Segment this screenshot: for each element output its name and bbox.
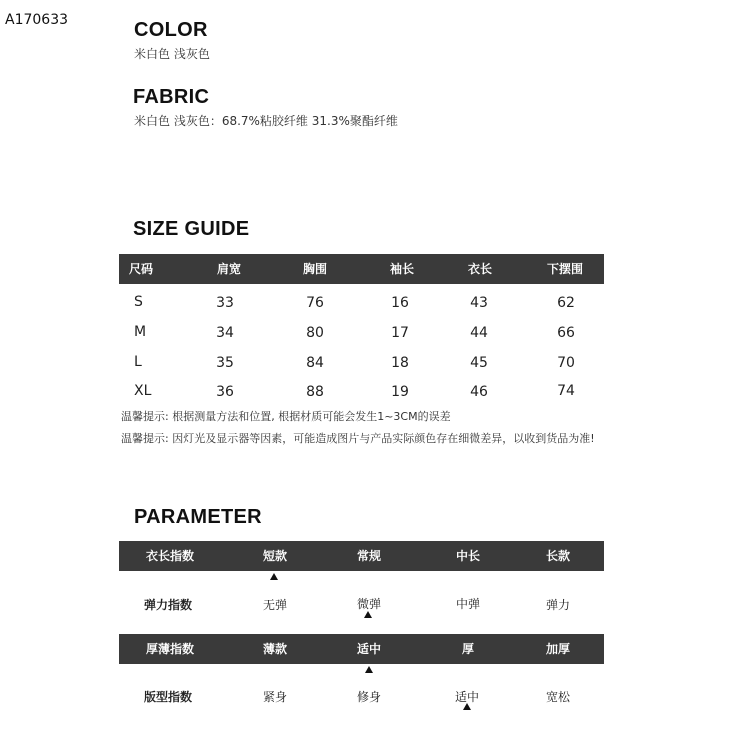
size-cell: M (134, 324, 147, 340)
length-index-bar (119, 541, 604, 571)
size-cell: 76 (306, 295, 324, 311)
fabric-value: 米白色 浅灰色：68.7%粘胶纤维 31.3%聚酯纤维 (134, 114, 398, 128)
size-cell: 74 (557, 383, 575, 399)
size-cell: 43 (470, 295, 488, 311)
size-header-shoulder: 肩宽 (216, 262, 242, 276)
length-option: 常规 (356, 549, 382, 563)
thickness-option: 适中 (356, 642, 382, 656)
size-cell: 45 (470, 355, 488, 371)
size-cell: 70 (557, 355, 575, 371)
product-code: A170633 (5, 12, 69, 28)
size-header-hem: 下摆围 (546, 262, 584, 276)
size-cell: 33 (216, 295, 234, 311)
length-index-label: 衣长指数 (146, 549, 195, 563)
size-cell: 80 (306, 325, 324, 341)
color-value: 米白色 浅灰色 (134, 47, 210, 61)
size-note-measurement: 温馨提示: 根据测量方法和位置, 根据材质可能会发生1~3CM的误差 (121, 410, 451, 423)
size-cell: 46 (470, 384, 488, 400)
fit-option: 紧身 (262, 690, 288, 704)
size-cell: 18 (391, 355, 409, 371)
fit-selected-marker-icon (463, 703, 471, 710)
elasticity-option: 无弹 (262, 598, 288, 612)
size-cell: XL (134, 383, 152, 399)
length-option: 中长 (455, 549, 481, 563)
color-heading: COLOR (134, 19, 208, 41)
parameter-heading: PARAMETER (134, 506, 262, 528)
size-header-length: 衣长 (467, 262, 493, 276)
thickness-index-bar (119, 634, 604, 664)
size-cell: 34 (216, 325, 234, 341)
size-table-header (119, 254, 604, 284)
thickness-index-label: 厚薄指数 (146, 642, 195, 656)
fabric-heading: FABRIC (133, 86, 210, 108)
fit-option: 适中 (454, 690, 480, 704)
size-cell: 62 (557, 295, 575, 311)
size-cell: 84 (306, 355, 324, 371)
size-cell: 36 (216, 384, 234, 400)
length-option: 长款 (545, 549, 571, 563)
thickness-option: 薄款 (262, 642, 288, 656)
elasticity-index-label: 弹力指数 (144, 598, 193, 612)
size-cell: L (134, 354, 142, 370)
size-cell: 35 (216, 355, 234, 371)
size-header-size: 尺码 (129, 262, 154, 276)
size-header-sleeve: 袖长 (389, 262, 415, 276)
size-cell: 19 (391, 384, 409, 400)
fit-option: 修身 (356, 690, 382, 704)
size-guide-heading: SIZE GUIDE (133, 218, 250, 240)
size-cell: 66 (557, 325, 575, 341)
size-note-color: 温馨提示: 因灯光及显示器等因素，可能造成图片与产品实际颜色存在细微差异，以收到货品为准! (121, 432, 595, 445)
thickness-option: 厚 (461, 642, 475, 656)
size-cell: 17 (391, 325, 409, 341)
fit-option: 宽松 (545, 690, 571, 704)
elasticity-option: 中弹 (455, 597, 481, 611)
size-header-chest: 胸围 (302, 262, 328, 276)
elasticity-selected-marker-icon (364, 611, 372, 618)
elasticity-option: 微弹 (356, 597, 382, 611)
size-cell: 88 (306, 384, 324, 400)
size-cell: 44 (470, 325, 488, 341)
length-selected-marker-icon (270, 573, 278, 580)
elasticity-option: 弹力 (545, 598, 571, 612)
size-cell: 16 (391, 295, 409, 311)
length-option: 短款 (262, 549, 288, 563)
thickness-option: 加厚 (545, 642, 571, 656)
thickness-selected-marker-icon (365, 666, 373, 673)
fit-index-label: 版型指数 (144, 690, 193, 704)
size-cell: S (134, 294, 143, 310)
